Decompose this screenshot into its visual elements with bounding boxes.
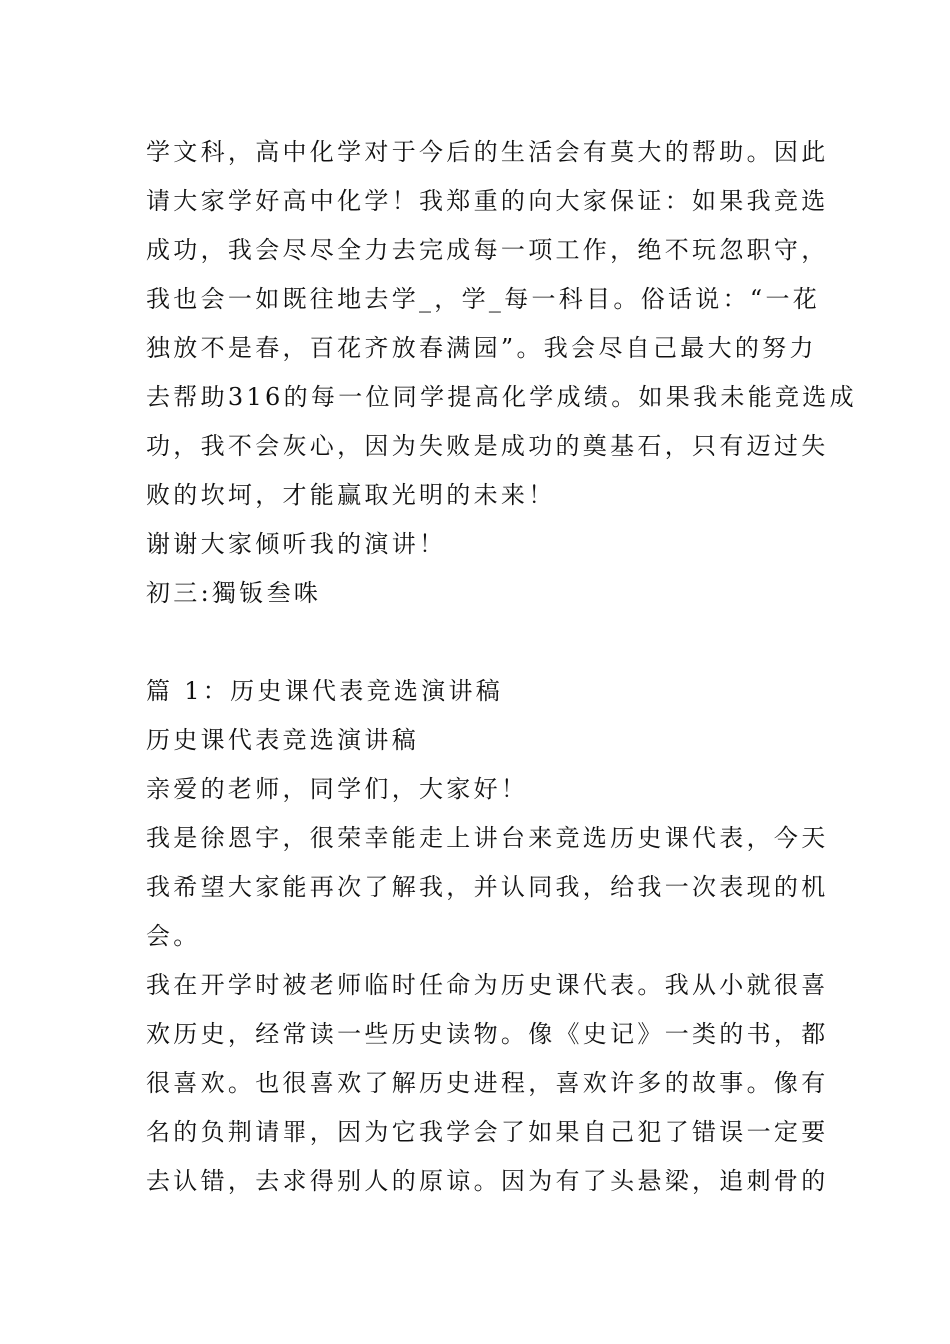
text-line: 我在开学时被老师临时任命为历史课代表。我从小就很喜 xyxy=(146,971,829,999)
text-line: 谢谢大家倾听我的演讲！ xyxy=(146,530,447,558)
text-line: 会。 xyxy=(146,922,201,950)
text-line: 去认错，去求得别人的原谅。因为有了头悬梁，追刺骨的 xyxy=(146,1167,829,1195)
text-line: 学文科，高中化学对于今后的生活会有莫大的帮助。因此 xyxy=(146,138,829,166)
text-line: 我希望大家能再次了解我，并认同我，给我一次表现的机 xyxy=(146,873,829,901)
text-line: 欢历史，经常读一些历史读物。像《史记》一类的书，都 xyxy=(146,1020,829,1048)
text-line: 我是徐恩宇，很荣幸能走上讲台来竞选历史课代表，今天 xyxy=(146,824,829,852)
text-line: 独放不是春，百花齐放春满园”。我会尽自己最大的努力 xyxy=(146,334,817,362)
text-line: 功，我不会灰心，因为失败是成功的奠基石，只有迈过失 xyxy=(146,432,829,460)
document-body xyxy=(146,128,857,1206)
text-line: 名的负荆请罪，因为它我学会了如果自己犯了错误一定要 xyxy=(146,1118,829,1146)
text-line: 败的坎坷，才能赢取光明的未来！ xyxy=(146,481,556,509)
text-line: 初三:獨钣叁咮 xyxy=(146,579,322,607)
blank-line xyxy=(146,618,810,667)
text-line: 请大家学好高中化学！我郑重的向大家保证：如果我竞选 xyxy=(146,187,829,215)
salutation: 亲爱的老师，同学们，大家好！ xyxy=(146,775,529,803)
text-line: 成功，我会尽尽全力去完成每一项工作，绝不玩忽职守， xyxy=(146,236,829,264)
text-line: 我也会一如既往地去学_，学_每一科目。俗话说：“一花 xyxy=(146,285,821,313)
text-line: 去帮助316的每一位同学提高化学成绩。如果我未能竞选成 xyxy=(146,383,857,411)
document-title: 历史课代表竞选演讲稿 xyxy=(146,726,419,754)
section-heading: 篇 1：历史课代表竞选演讲稿 xyxy=(146,677,504,705)
text-line: 很喜欢。也很喜欢了解历史进程，喜欢许多的故事。像有 xyxy=(146,1069,829,1097)
